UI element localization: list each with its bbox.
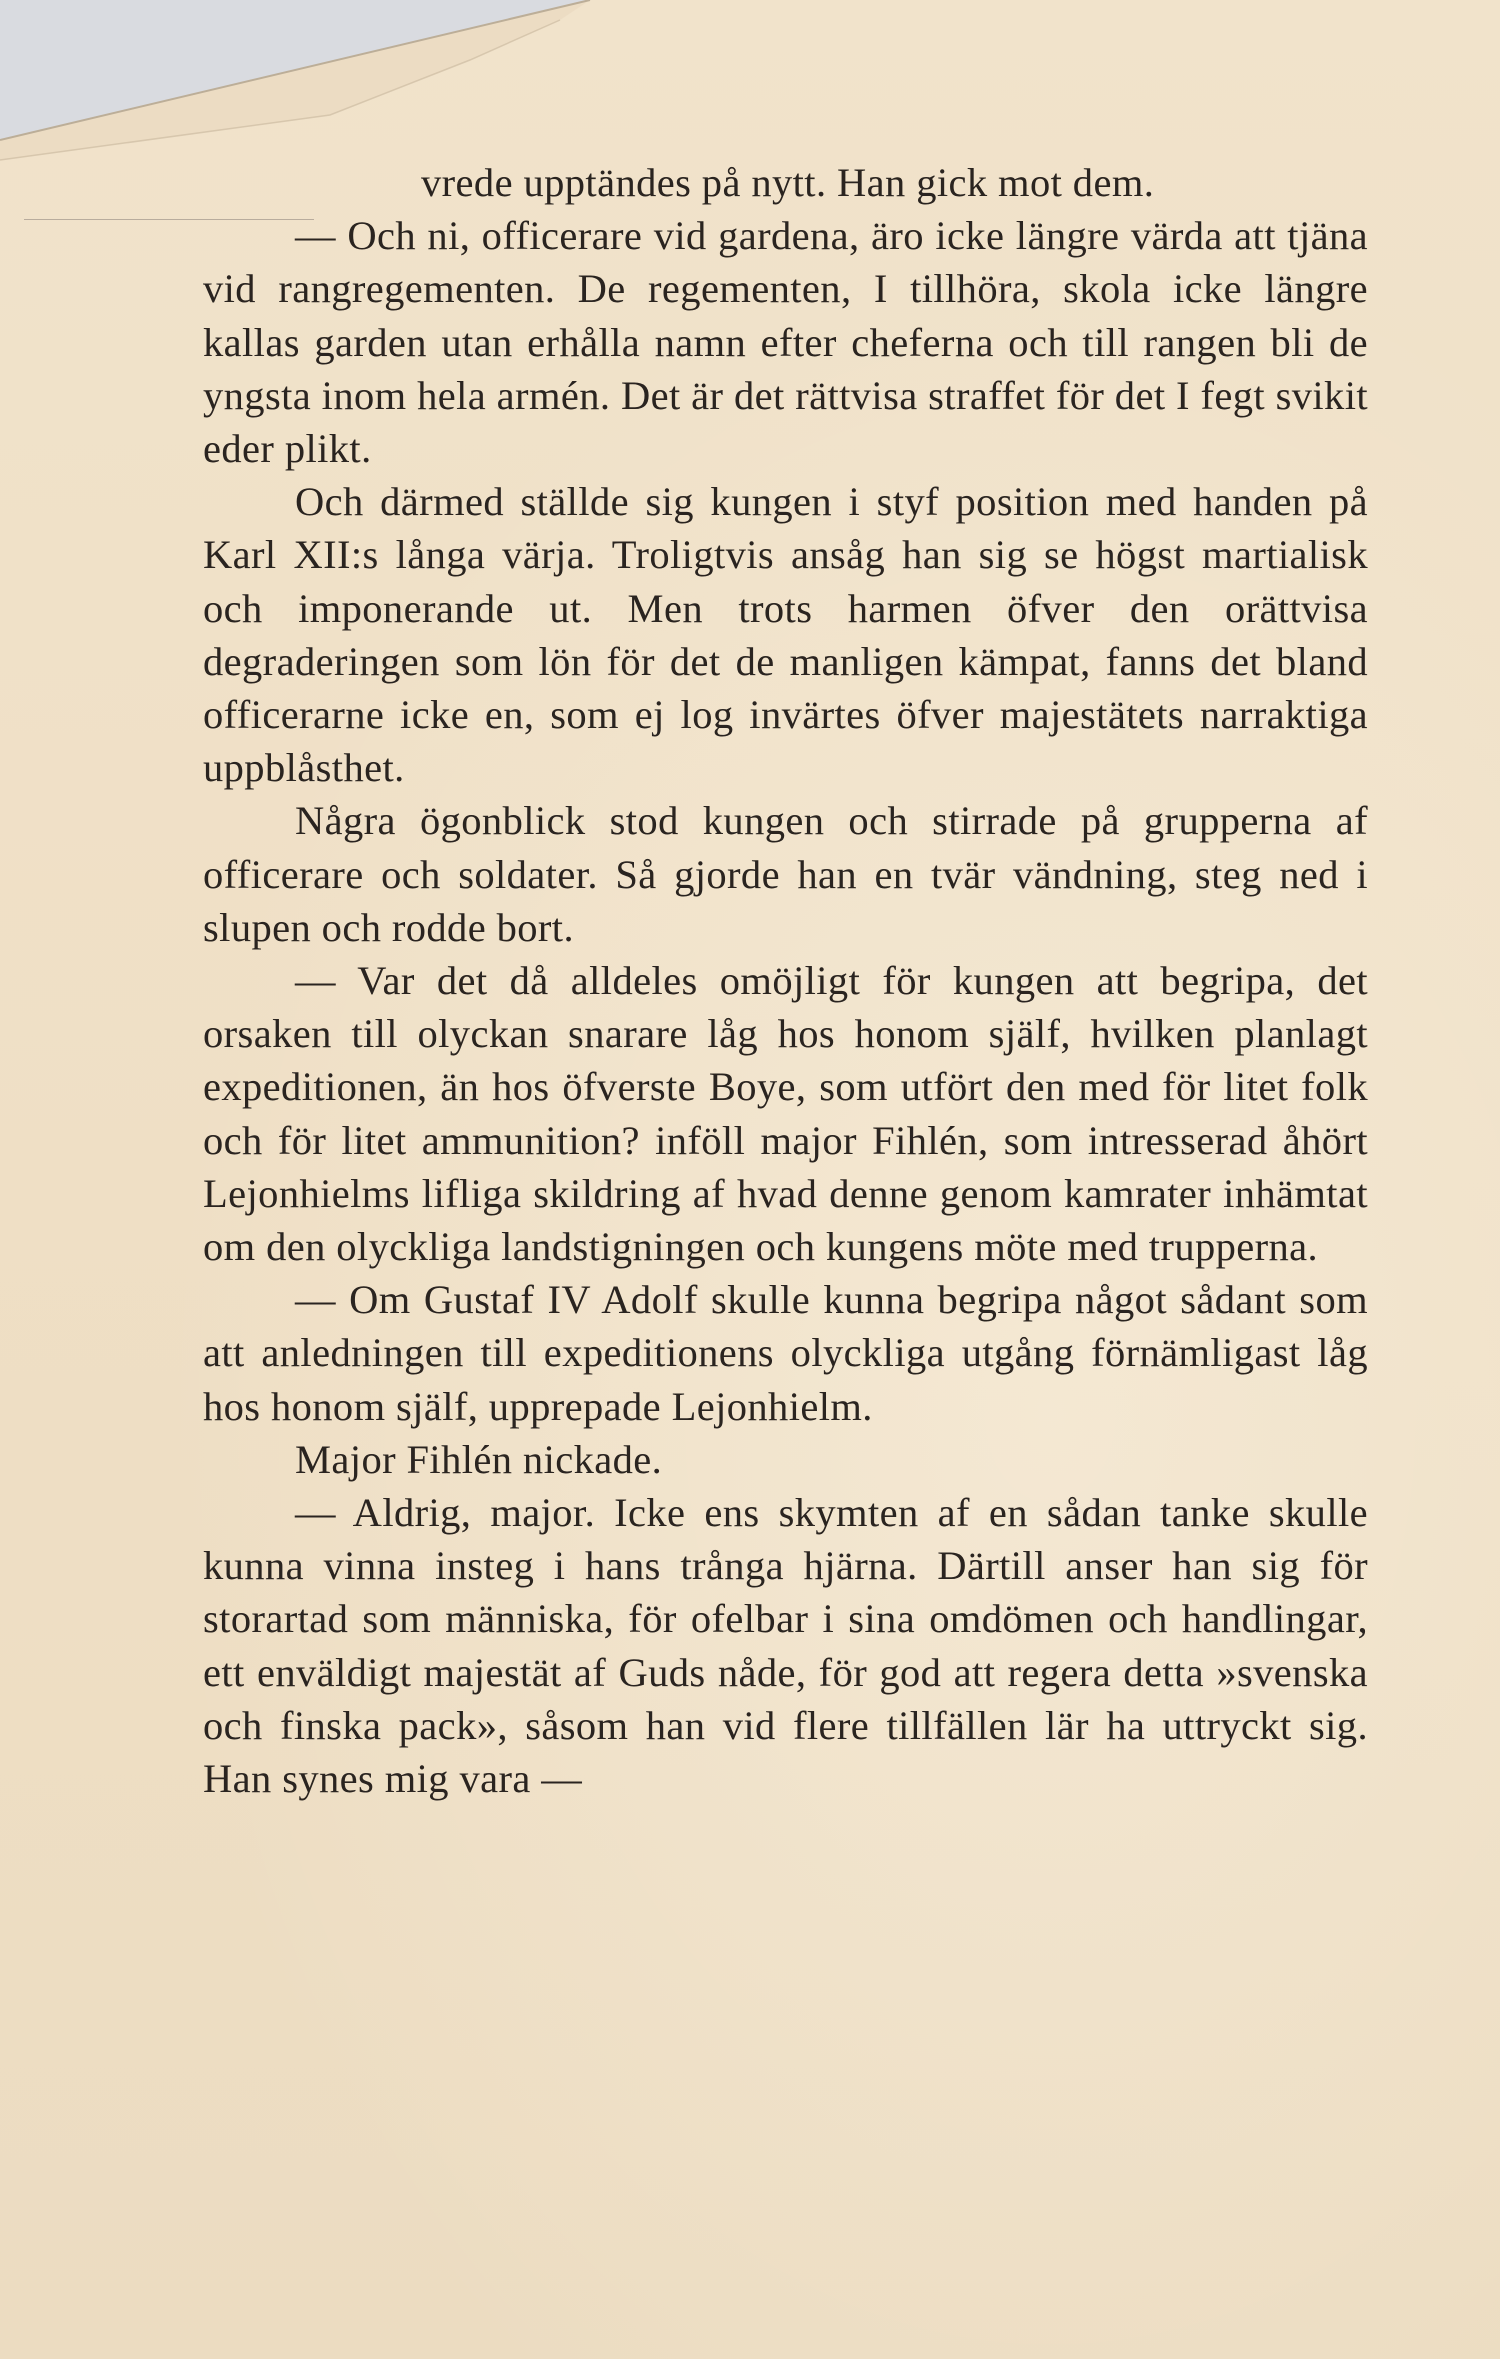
paragraph-1: vrede upptändes på nytt. Han gick mot dem. [421,160,1155,205]
paragraph-4: Några ögonblick stod kungen och stirrade på grupperna af officerare och soldater. Så gjorde han en tvär vändning, steg ned i slupen och rodde bort. [203,798,1368,950]
paragraph-6: — Om Gustaf IV Adolf skulle kunna begripa något sådant som att anledningen till expeditionens olyckliga utgång förnämligast låg hos honom själf, upprepade Lejonhielm. [203,1277,1368,1429]
paragraph-5: — Var det då alldeles omöjligt för kungen att begripa, det orsaken till olyckan snarare låg hos honom själf, hvilken planlagt expeditionen, än hos öfverste Boye, som utfört den med för litet folk och för litet ammunition? inföll major Fihlén, som intresserad åhört Lejonhielms lifliga skildring af hvad denne genom kamrater inhämtat om den olyckliga landstigningen och kungens möte med trupperna. [203,958,1368,1270]
paragraph-3: Och därmed ställde sig kungen i styf position med handen på Karl XII:s långa värja. Troligtvis ansåg han sig se högst martialisk och imponerande ut. Men trots harmen öfver den orättvisa degraderingen som lön för det de manligen kämpat, fanns det bland officerarne icke en, som ej log invärtes öfver majestätets narraktiga uppblåsthet. [203,479,1368,791]
paragraph-2: — Och ni, officerare vid gardena, äro icke längre värda att tjäna vid rangregementen. De regementen, I tillhöra, skola icke längre kallas garden utan erhålla namn efter cheferna och till rangen bli de yngsta inom hela armén. Det är det rättvisa straffet för det I fegt svikit eder plikt. [203,213,1368,472]
paragraph-8: — Aldrig, major. Icke ens skymten af en sådan tanke skulle kunna vinna insteg i hans trånga hjärna. Därtill anser han sig för storartad som människa, för ofelbar i sina omdömen och handlingar, ett enväldigt majestät af Guds nåde, för god att regera detta »svenska och finska pack», såsom han vid flere tillfällen lär ha uttryckt sig. Han synes mig vara — [203,1490,1368,1802]
page-text [203,156,1368,1805]
paragraph-7: Major Fihlén nickade. [295,1436,663,1482]
